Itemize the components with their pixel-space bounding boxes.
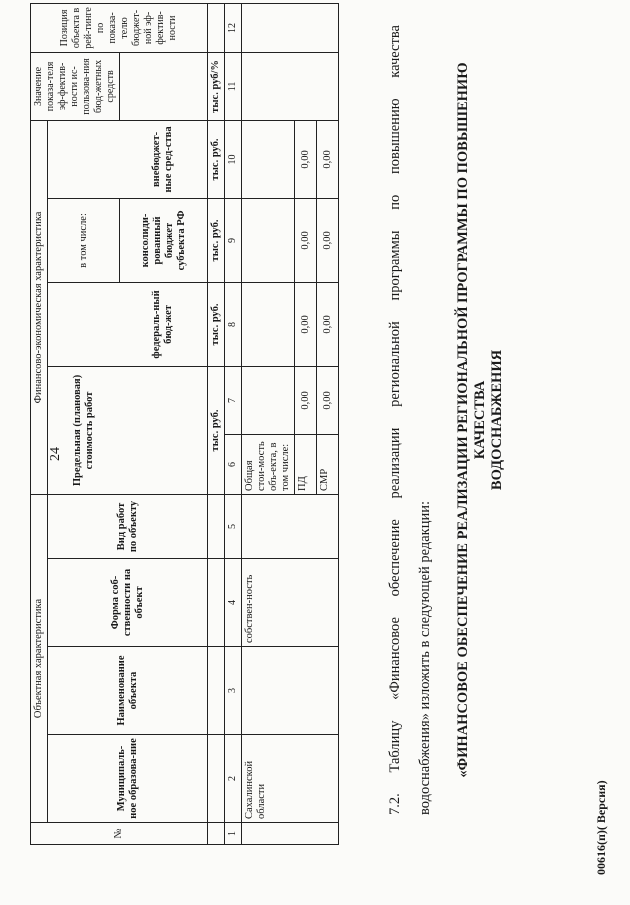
col-header-consolidated: консолиди-рованный бюджет субъекта РФ — [120, 198, 208, 282]
paragraph-word: реализации — [387, 427, 403, 499]
unit-max-cost: тыс. руб. — [208, 366, 225, 494]
col-header-num: № — [31, 823, 208, 845]
col-number: 3 — [225, 647, 242, 735]
col-header-ownership: Форма соб-ственности на объект — [48, 559, 208, 647]
value-cell: 0,00 — [317, 120, 339, 198]
paragraph-word: по — [387, 194, 403, 210]
paragraph-line-2: водоснабжения» изложить в следующей редакции: — [417, 500, 433, 815]
paragraph-word: Таблицу — [387, 720, 403, 773]
ownership-cell: собствен-ность — [242, 559, 339, 647]
paragraph-word: 7.2. — [387, 793, 403, 815]
value-cell: 0,00 — [317, 198, 339, 282]
col-header-rating-position: Позиция объекта в рей-тинге по показа-телю бюджет-ной эф-фектив-ности — [31, 3, 208, 52]
column-number-row — [225, 3, 242, 844]
col-number: 8 — [225, 282, 242, 366]
unit-consolidated: тыс. руб. — [208, 198, 225, 282]
section-title-line-2: ВОДОСНАБЖЕНИЯ — [489, 349, 505, 491]
col-header-municipality: Муниципаль-ное образова-ние — [48, 735, 208, 823]
col-number: 6 — [225, 434, 242, 494]
col-header-max-cost: Предельная (плановая) стоимость работ — [48, 366, 120, 494]
subgroup-including: в том числе: — [48, 198, 120, 282]
col-number: 9 — [225, 198, 242, 282]
paragraph-word: «Финансовое — [387, 617, 403, 700]
col-header-work-type: Вид работ по объекту — [48, 494, 208, 558]
paragraph-word: качества — [387, 25, 403, 78]
page-number: 24 — [48, 447, 63, 461]
col-header-extrabudget: внебюджет-ные сред-ства — [120, 120, 208, 198]
value-cell: 0,00 — [295, 282, 317, 366]
col-number: 10 — [225, 120, 242, 198]
col-header-federal: федераль-ный бюд-жет — [120, 282, 208, 366]
col-number: 7 — [225, 366, 242, 434]
paragraph-word: программы — [387, 230, 403, 301]
value-cell: 0,00 — [295, 366, 317, 434]
value-cell: 0,00 — [295, 198, 317, 282]
municipality-cell: Сахалинской области — [242, 735, 339, 823]
value-cell: 0,00 — [317, 366, 339, 434]
sub-row-label: СМР — [317, 434, 339, 494]
table-row — [242, 3, 295, 844]
col-header-indicator-value: Значение показа-теля эф-фектив-ности ис-пользова-ния бюд-жетных средств — [31, 52, 120, 120]
section-title — [455, 55, 506, 785]
col-number: 2 — [225, 735, 242, 823]
paragraph-word: региональной — [387, 321, 403, 407]
group-header-object: Объектная характеристика — [31, 494, 48, 822]
value-cell: 0,00 — [295, 120, 317, 198]
unit-indicator-value: тыс. руб/% — [208, 52, 225, 120]
total-cost-label: Общая стои-мость объ-екта, в том числе: — [242, 434, 295, 494]
col-number: 1 — [225, 823, 242, 845]
finance-table — [30, 3, 339, 845]
col-number: 5 — [225, 494, 242, 558]
group-header-finance: Финансово-экономическая характеристика — [31, 120, 48, 494]
paragraph-line-1 — [380, 25, 410, 815]
paragraph-word: повышению — [387, 98, 403, 175]
sub-row-label: ПД — [295, 434, 317, 494]
amendment-paragraph — [380, 25, 440, 815]
document-id: 00616(п)( Версия) — [594, 780, 608, 875]
unit-extrabudget: тыс. руб. — [208, 120, 225, 198]
col-header-object-name: Наименование объекта — [48, 647, 208, 735]
unit-federal: тыс. руб. — [208, 282, 225, 366]
section-title-line-1: «ФИНАНСОВОЕ ОБЕСПЕЧЕНИЕ РЕАЛИЗАЦИИ РЕГИОНАЛЬНОЙ ПРОГРАММЫ ПО ПОВЫШЕНИЮ КАЧЕСТВА — [455, 62, 488, 778]
paragraph-word: обеспечение — [387, 519, 403, 597]
value-cell: 0,00 — [317, 282, 339, 366]
col-number: 11 — [225, 52, 242, 120]
col-number: 12 — [225, 3, 242, 52]
col-number: 4 — [225, 559, 242, 647]
